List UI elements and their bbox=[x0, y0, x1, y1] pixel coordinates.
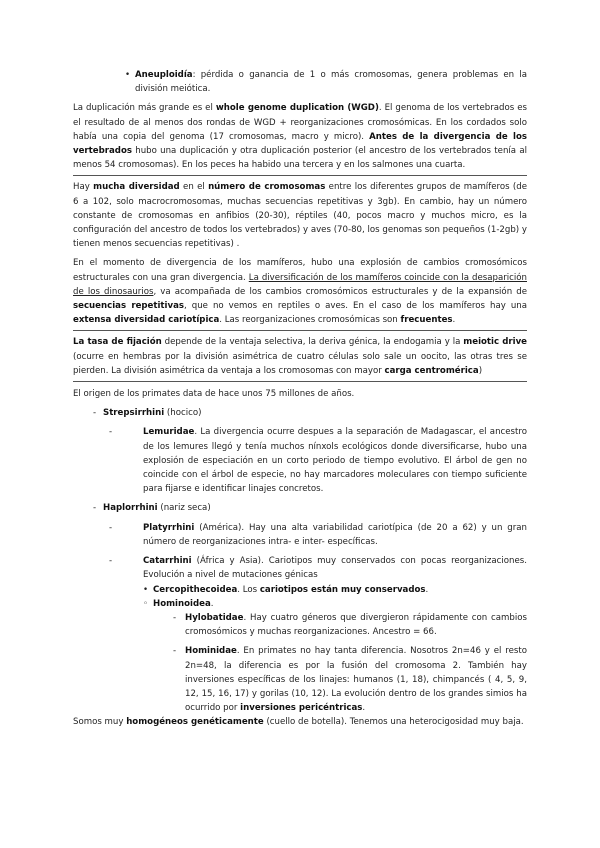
paragraph-diversidad: Hay mucha diversidad en el número de cromosomas entre los diferentes grupos de mamíferos (de 6 a 102, solo macrocromosomas, muchas secuencias repetitivas y 3gb). En cambio, hay un número constante de cromosomas en anfibios (20-30), réptiles (40, pocos macro y muchos micro, es la configuración del ancestro de todos los vertebrados) y aves (70-80, los genomas son pequeños (1-2gb) y tienen menos secuencias repetitivas) . bbox=[73, 182, 527, 250]
paragraph-origen: El origen de los primates data de hace unos 75 millones de años. bbox=[73, 389, 355, 400]
paragraph-momento: En el momento de divergencia de los mamíferos, hubo una explosión de cambios cromosómicos estructurales con una gran divergencia. La diversificación de los mamíferos coincide con la desaparición de los dinosaurios, va acompañada de los cambios cromosómicos estructurales y de la expansión de secuencias repetitivas, que no vemos en reptiles o aves. En el caso de los mamíferos hay una extensa diversidad cariotípica. Las reorganizaciones cromosómicas son frecuentes. bbox=[73, 258, 527, 326]
list-item-hylobatidae: - Hylobatidae. Hay cuatro géneros que divergieron rápidamente con cambios cromosómicos y muchas reorganizaciones. Ancestro = 66. bbox=[173, 612, 527, 638]
paragraph-final: Somos muy homogéneos genéticamente (cuello de botella). Tenemos una heterocigosidad muy baja. bbox=[73, 717, 524, 728]
bullet: • bbox=[125, 70, 131, 80]
document-page bbox=[73, 68, 527, 730]
paragraph-wgd: La duplicación más grande es el whole genome duplication (WGD). El genoma de los vertebrados es el resultado de al menos dos rondas de WGD + reorganizaciones cromosómicas. En los cordados solo había una copia del genoma (17 cromosomas, macro y micro). Antes de la divergencia de los vertebrados hubo una duplicación y otra duplicación posterior (el ancestro de los vertebrados tenía al menos 54 cromosomas). En los peces ha habido una tercera y en los salmones una cuarta. bbox=[73, 103, 527, 171]
list-item-hominoidea: ◦ Hominoidea. bbox=[143, 598, 214, 609]
list-item-hominidae: - Hominidae. En primates no hay tanta diferencia. Nosotros 2n=46 y el resto 2n=48, la diferencia es por la fusión del cromosoma 2. También hay inversiones específicas de los linajes: humanos (1, 18), chimpancés ( 4, 5, 9, 12, 15, 16, 17) y gorilas (10, 12). La evolución dentro de los grandes simios ha ocurrido por inversiones pericéntricas. bbox=[173, 646, 527, 714]
list-item-catarrhini: - Catarrhini (África y Asia). Cariotipos muy conservados con pocas reorganizaciones. Evolución a nivel de mutaciones génicas bbox=[109, 556, 527, 581]
list-item-lemuridae: - Lemuridae. La divergencia ocurre despues a la separación de Madagascar, el ancestro de los lemures llegó y tenía muchos nínxols ecológicos donde diversificarse, hubo una explosión de especiación en un corto periodo de tiempo evolutivo. El árbol de gen no coincide con el árbol de especie, no hay marcadores moleculares con tiempo suficiente para fijarse e identificar linajes concretos. bbox=[109, 427, 527, 495]
list-item-haplorrhini: - Haplorrhini (nariz seca) bbox=[93, 503, 211, 514]
list-item-platyrrhini: - Platyrrhini (América). Hay una alta variabilidad cariotípica (de 20 a 62) y un gran número de reorganizaciones intra- e inter- específicas. bbox=[109, 522, 527, 547]
list-item-aneuploidia: • Aneuploidía: pérdida o ganancia de 1 o más cromosomas, genera problemas en la división meiótica. bbox=[125, 70, 527, 95]
list-item-strepsirrhini: - Strepsirrhini (hocico) bbox=[93, 408, 202, 419]
list-item-cercopithecoidea: • Cercopithecoidea. Los cariotipos están muy conservados. bbox=[143, 584, 429, 595]
paragraph-fijacion: La tasa de fijación depende de la ventaja selectiva, la deriva génica, la endogamia y la meiotic drive (ocurre en hembras por la división asimétrica de cuatro células solo sale un oocito, las otras tres se pierden. La división asimétrica da ventaja a los cromosomas con mayor carga centromérica) bbox=[73, 337, 528, 376]
divider bbox=[73, 330, 527, 331]
term-aneuploidia: Aneuploidía bbox=[135, 70, 193, 80]
divider bbox=[73, 175, 527, 176]
divider bbox=[73, 381, 527, 382]
